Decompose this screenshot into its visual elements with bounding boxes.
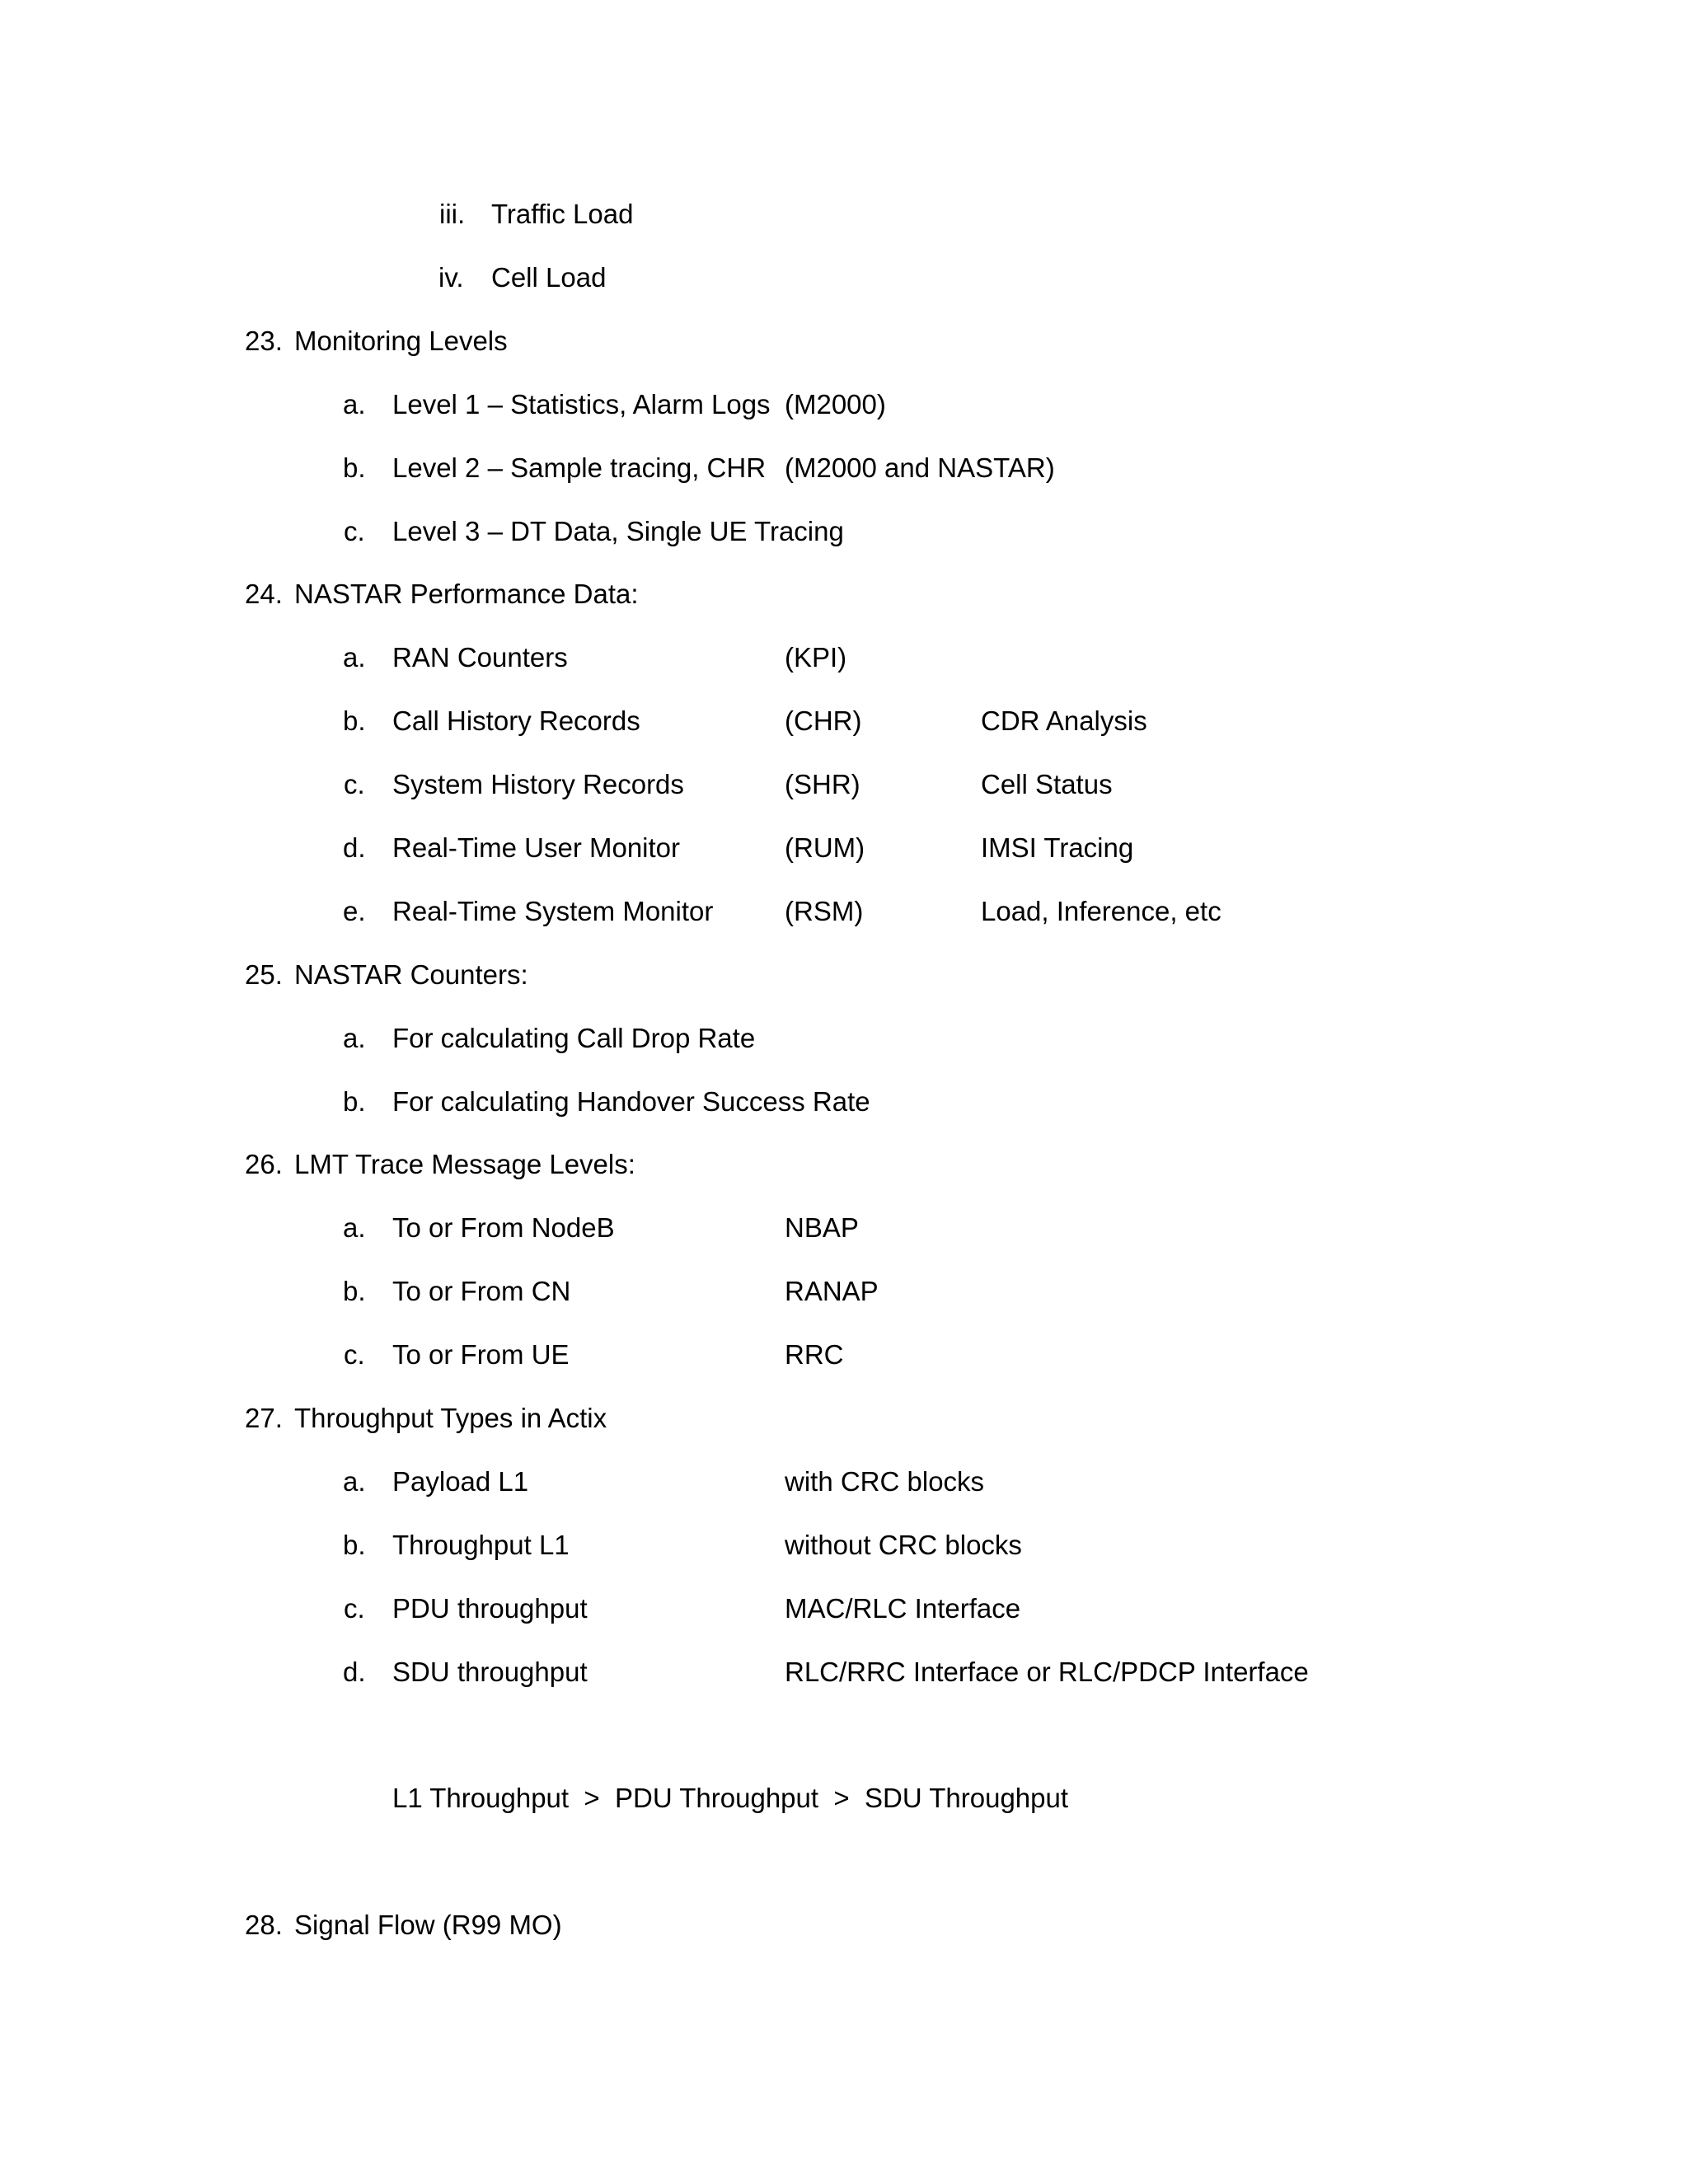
section-heading: Monitoring Levels	[294, 326, 508, 356]
list-item-text: System History Records	[392, 769, 684, 799]
list-marker: d.	[343, 1657, 366, 1687]
section-heading: Signal Flow (R99 MO)	[294, 1910, 562, 1940]
section-number: 23.	[245, 326, 283, 356]
list-item-text: To or From CN	[392, 1276, 571, 1306]
list-item-col2: without CRC blocks	[785, 1530, 1022, 1560]
list-item-text: Payload L1	[392, 1466, 529, 1497]
throughput-comparison: L1 Throughput > PDU Throughput > SDU Throughput	[392, 1783, 1069, 1813]
list-item-text: Level 1 – Statistics, Alarm Logs	[392, 389, 771, 419]
section-heading: LMT Trace Message Levels:	[294, 1149, 635, 1179]
list-marker: b.	[343, 705, 366, 736]
section-heading: Throughput Types in Actix	[294, 1403, 607, 1433]
list-item-col2: (SHR)	[785, 769, 860, 799]
list-item-col2: NBAP	[785, 1212, 859, 1243]
list-item-text: To or From NodeB	[392, 1212, 615, 1243]
list-marker: c.	[344, 769, 365, 799]
list-item-text: SDU throughput	[392, 1657, 588, 1687]
list-item-text: RAN Counters	[392, 642, 568, 673]
list-marker: iv.	[438, 262, 464, 293]
section-heading: NASTAR Performance Data:	[294, 579, 639, 609]
list-item-col3: CDR Analysis	[981, 705, 1147, 736]
list-item-col2: (KPI)	[785, 642, 847, 673]
list-item-text: PDU throughput	[392, 1593, 588, 1624]
list-item-col2: RRC	[785, 1339, 844, 1370]
list-marker: b.	[343, 452, 366, 483]
list-marker: c.	[344, 1593, 365, 1624]
section-heading: NASTAR Counters:	[294, 959, 528, 990]
section-number: 25.	[245, 959, 283, 990]
list-item-col2: (M2000 and NASTAR)	[785, 452, 1055, 483]
list-item-col2: (M2000)	[785, 389, 886, 419]
list-item-text: Level 3 – DT Data, Single UE Tracing	[392, 516, 844, 546]
list-item-text: Cell Load	[491, 262, 607, 293]
list-marker: c.	[344, 1339, 365, 1370]
list-item-col2: (RUM)	[785, 832, 865, 863]
list-marker: d.	[343, 832, 366, 863]
section-number: 28.	[245, 1910, 283, 1940]
list-item-col2: (RSM)	[785, 896, 864, 926]
list-item-col3: IMSI Tracing	[981, 832, 1134, 863]
list-item-col2: MAC/RLC Interface	[785, 1593, 1021, 1624]
list-marker: iii.	[439, 199, 466, 229]
list-marker: a.	[343, 389, 366, 419]
list-item-text: Call History Records	[392, 705, 640, 736]
list-item-col3: Load, Inference, etc	[981, 896, 1221, 926]
section-number: 27.	[245, 1403, 283, 1433]
list-item-text: For calculating Handover Success Rate	[392, 1086, 870, 1117]
list-item-text: Traffic Load	[491, 199, 634, 229]
list-item-text: To or From UE	[392, 1339, 570, 1370]
list-marker: a.	[343, 1466, 366, 1497]
list-marker: b.	[343, 1276, 366, 1306]
list-marker: a.	[343, 1023, 366, 1053]
list-item-col2: with CRC blocks	[785, 1466, 985, 1497]
list-item-text: Throughput L1	[392, 1530, 570, 1560]
list-item-text: Real-Time User Monitor	[392, 832, 681, 863]
list-marker: a.	[343, 642, 366, 673]
section-number: 24.	[245, 579, 283, 609]
list-marker: b.	[343, 1086, 366, 1117]
list-marker: e.	[343, 896, 366, 926]
list-marker: b.	[343, 1530, 366, 1560]
list-marker: c.	[344, 516, 365, 546]
list-item-col2: (CHR)	[785, 705, 862, 736]
list-item-col2: RLC/RRC Interface or RLC/PDCP Interface	[785, 1657, 1309, 1687]
list-item-text: For calculating Call Drop Rate	[392, 1023, 756, 1053]
section-number: 26.	[245, 1149, 283, 1179]
list-item-col2: RANAP	[785, 1276, 879, 1306]
list-marker: a.	[343, 1212, 366, 1243]
list-item-text: Real-Time System Monitor	[392, 896, 714, 926]
list-item-col3: Cell Status	[981, 769, 1113, 799]
list-item-text: Level 2 – Sample tracing, CHR	[392, 452, 767, 483]
